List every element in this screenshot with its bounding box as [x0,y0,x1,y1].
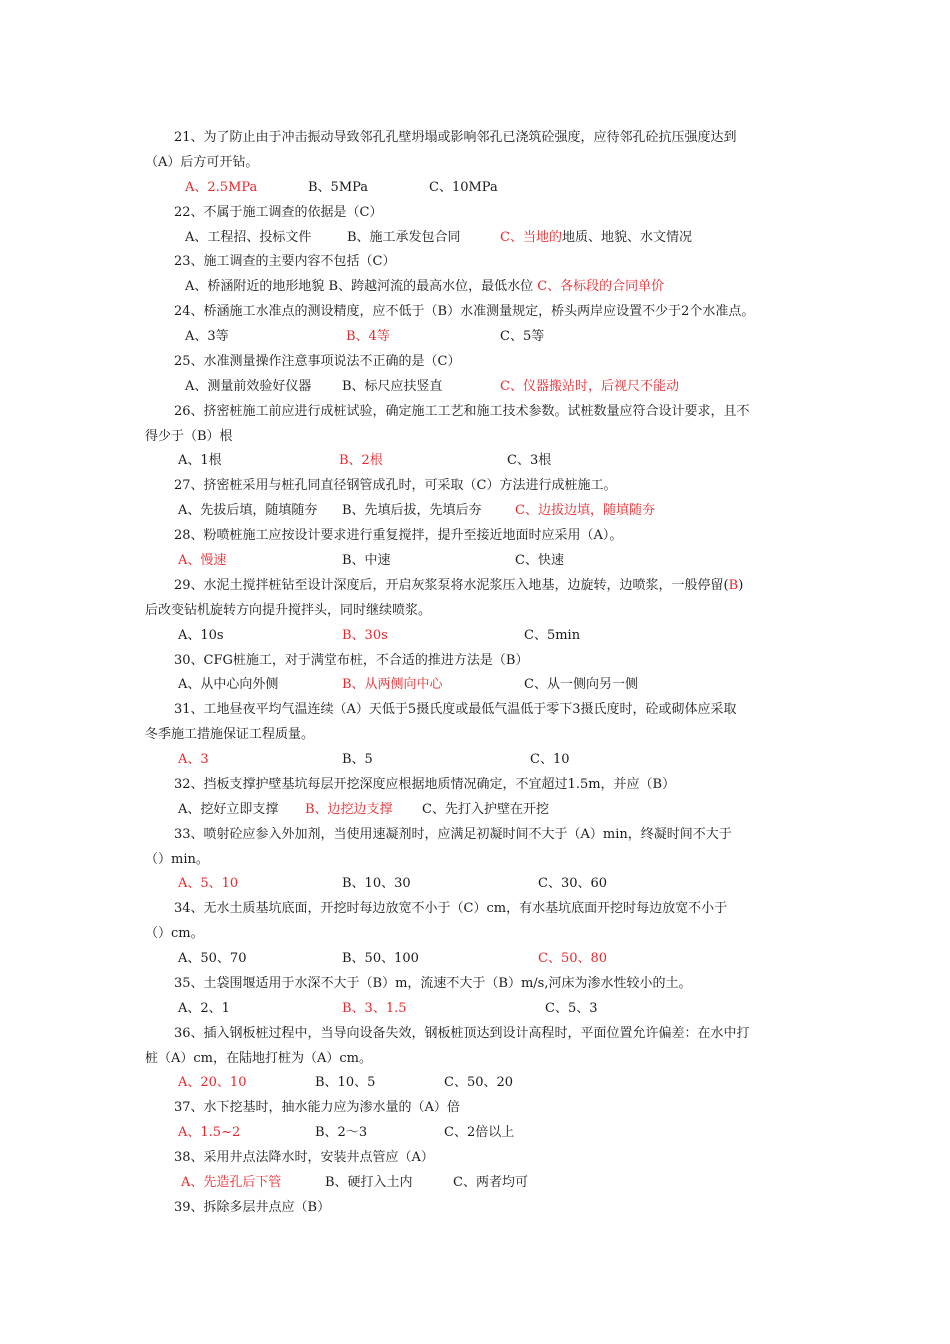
answer-options-row [145,274,810,299]
question-text [145,200,810,225]
answer-option [308,175,368,200]
answer-option [538,871,607,896]
question-text [145,648,810,673]
answer-option [453,1170,528,1195]
answer-option [315,1120,367,1145]
answer-text: C、各标段的合同单价 [537,279,665,295]
question-continuation [145,847,810,872]
question-text [145,896,810,921]
question-text [145,1145,810,1170]
answer-option [530,747,570,772]
answer-option [185,274,664,299]
answer-text: C、仪器搬站时，后视尺不能动 [500,378,679,394]
answer-option [178,996,230,1021]
text-segment: 23、施工调查的主要内容不包括（C） [174,254,396,270]
question-text [145,697,810,722]
text-segment: 26、挤密桩施工前应进行成桩试验，确定施工工艺和施工技术参数。试桩数量应符合设计要求，且不 [174,403,750,419]
answer-text: A、5、10 [178,876,239,892]
question-continuation [145,722,810,747]
question-text [145,473,810,498]
text-segment: C、30、60 [538,876,608,892]
text-segment: 32、挡板支撑护壁基坑每层开挖深度应根据地质情况确定，不宜超过1.5m，并应（B） [174,776,676,792]
text-segment: B、5 [342,752,373,767]
question-text [145,399,810,424]
answer-option [305,797,393,822]
answer-option [342,946,419,971]
answer-option [181,1170,281,1195]
answer-text: B、2根 [339,453,383,469]
text-segment: 冬季施工措施保证工程质量。 [145,727,315,743]
answer-option [507,448,551,473]
text-segment: （）cm。 [145,926,204,942]
text-segment: B、2～3 [315,1125,368,1141]
answer-option [325,1170,413,1195]
answer-option [538,946,607,971]
text-segment: 38、采用井点法降水时，安装井点管应（A） [174,1150,434,1166]
answer-options-row [145,324,810,349]
answer-options-row [145,672,810,697]
text-segment: A、从中心向外侧 [178,677,279,693]
question-text [145,125,810,150]
answer-text: C、当地的 [500,229,562,245]
answer-option [185,374,311,399]
answer-options-row [145,1070,810,1095]
answer-options-row [145,871,810,896]
answer-option [178,747,209,772]
answer-option [342,548,391,573]
answer-options-row [145,548,810,573]
text-segment: B、中速 [342,553,391,568]
text-segment: 34、无水土质基坑底面，开挖时每边放宽不小于（C）cm，有水基坑底面开挖时每边放宽不小于 [174,901,728,917]
text-segment: C、2倍以上 [444,1125,515,1141]
answer-option [178,448,222,473]
text-segment: 得少于（B）根 [145,428,233,444]
text-segment: 22、不属于施工调查的依据是（C） [174,204,383,220]
text-segment: 35、土袋围堰适用于水深不大于（B）m，流速不大于（B）m/s,河床为渗水性较小的土。 [174,975,692,991]
text-segment: A、50、70 [178,951,247,966]
text-segment: C、快速 [515,553,564,568]
answer-options-row [145,623,810,648]
text-segment: C、10MPa [429,179,498,195]
text-segment: 28、粉喷桩施工应按设计要求进行重复搅拌，提升至接近地面时应采用（A）。 [174,528,623,544]
answer-option [429,175,498,200]
answer-text: B、30s [342,627,388,643]
answer-text: A、20、10 [178,1075,247,1091]
text-segment: A、挖好立即支撑 [178,801,279,817]
text-segment: C、从一侧向另一侧 [524,677,638,693]
answer-option [342,672,443,697]
text-segment: C、先打入护壁在开挖 [422,801,549,817]
text-segment: A、3等 [185,329,229,344]
answer-option [347,225,461,250]
text-segment: B、硬打入土内 [325,1175,413,1190]
text-segment: C、两者均可 [453,1175,528,1190]
answer-options-row [145,175,810,200]
text-segment: B、标尺应扶竖直 [342,378,443,394]
answer-option [185,324,229,349]
question-continuation [145,921,810,946]
text-segment: B、跨越河流的最高水位，最低水位 [324,279,538,295]
text-segment: 21、为了防止由于冲击振动导致邻孔孔壁坍塌或影响邻孔已浇筑砼强度，应待邻孔砼抗压强度达到 [174,130,737,145]
text-segment: （）min。 [145,851,209,867]
text-segment: C、10 [530,752,570,767]
answer-options-row [145,374,810,399]
text-segment: A、2、1 [178,1000,230,1016]
answer-options-row [145,448,810,473]
text-segment: C、50、20 [444,1075,514,1091]
answer-text: A、1.5~2 [178,1125,241,1141]
text-segment: B、10、5 [315,1075,376,1091]
text-segment: 30、CFG桩施工，对于满堂布桩，不合适的推进方法是（B） [174,652,529,668]
answer-option [342,623,388,648]
answer-option [500,324,544,349]
question-continuation [145,150,810,175]
text-segment: （A）后方可开钻。 [145,154,259,170]
answer-option [178,623,224,648]
question-text [145,1195,810,1220]
answer-option [178,946,246,971]
answer-option [185,175,257,200]
answer-option [178,498,317,523]
question-continuation [145,424,810,449]
text-segment: 24、桥涵施工水准点的测设精度，应不低于（B）水准测量规定，桥头两岸应设置不少于2个水准点。 [174,304,755,320]
text-segment: 39、拆除多层井点应（B） [174,1199,331,1215]
answer-text: A、2.5MPa [185,179,258,195]
answer-option [178,1120,240,1145]
answer-text: A、3 [178,752,209,767]
question-text [145,299,810,324]
answer-text: C、50、80 [538,951,608,966]
text-segment: C、3根 [507,453,552,469]
answer-text: B [728,577,739,593]
answer-options-row [145,1120,810,1145]
answer-option [515,548,564,573]
text-segment: 桩（A）cm，在陆地打桩为（A）cm。 [145,1050,372,1066]
question-text [145,349,810,374]
question-continuation [145,598,810,623]
answer-option [178,1070,246,1095]
answer-options-row [145,1170,810,1195]
answer-text: B、3、1.5 [342,1000,407,1016]
text-segment: C、5、3 [545,1000,598,1016]
answer-option [342,498,482,523]
answer-option [545,996,598,1021]
text-segment: 29、水泥土搅拌桩钻至设计深度后，开启灰浆泵将水泥浆压入地基，边旋转，边喷浆，一般停留( [174,577,729,593]
answer-options-row [145,747,810,772]
answer-text: B、边挖边支撑 [305,801,393,817]
answer-option [444,1070,513,1095]
text-segment: 后改变钻机旋转方向提升搅拌头，同时继续喷浆。 [145,602,432,618]
answer-option [346,324,390,349]
text-segment: 地质、地貌、水文情况 [561,229,692,245]
answer-text: C、边拔边填，随填随夯 [515,503,655,519]
answer-options-row [145,996,810,1021]
answer-option [500,374,679,399]
text-segment: B、50、100 [342,951,419,966]
text-segment: C、5等 [500,329,545,344]
text-segment: A、1根 [178,453,222,469]
text-segment: C、5min [524,627,581,643]
question-text [145,523,810,548]
answer-option [500,225,692,250]
answer-text: A、慢速 [178,553,227,568]
answer-option [524,672,638,697]
text-segment: 37、水下挖基时，抽水能力应为渗水量的（A）倍 [174,1100,460,1116]
question-continuation [145,1046,810,1071]
text-segment: A、10s [178,627,224,643]
question-text [145,971,810,996]
answer-option [339,448,383,473]
text-segment: A、桥涵附近的地形地貌 [185,279,325,295]
question-text [145,1021,810,1046]
text-segment: B、先填后拔，先填后夯 [342,503,482,519]
text-segment: 25、水准测量操作注意事项说法不正确的是（C） [174,353,461,369]
answer-options-row [145,225,810,250]
answer-options-row [145,946,810,971]
text-segment: 31、工地昼夜平均气温连续（A）天低于5摄氏度或最低气温低于零下3摄氏度时，砼或砌体应采取 [174,702,737,718]
answer-options-row [145,498,810,523]
question-text [145,822,810,847]
text-segment: 33、喷射砼应参入外加剂，当使用速凝剂时，应满足初凝时间不大于（A）min，终凝时间不大于 [174,826,732,842]
answer-option [178,672,278,697]
question-text [145,772,810,797]
answer-option [178,797,278,822]
text-segment: A、工程招、投标文件 [185,229,312,245]
answer-option [185,225,311,250]
answer-text: A、先造孔后下管 [181,1175,282,1190]
answer-option [342,374,443,399]
text-segment: ) [738,577,744,593]
answer-option [178,548,226,573]
answer-text: B、4等 [346,329,390,344]
answer-option [515,498,655,523]
text-segment: B、10、30 [342,876,411,892]
text-segment: B、5MPa [308,179,369,195]
text-segment: A、测量前效验好仪器 [185,378,312,394]
question-text [145,573,810,598]
question-text [145,1095,810,1120]
answer-option [342,871,411,896]
text-segment: 36、插入钢板桩过程中，当导向设备失效，钢板桩顶达到设计高程时，平面位置允许偏差：在水中打 [174,1025,750,1041]
answer-option [524,623,580,648]
text-segment: B、施工承发包合同 [347,229,461,245]
answer-text: B、从两侧向中心 [342,677,443,693]
answer-option [178,871,238,896]
answer-option [422,797,549,822]
text-segment: A、先拔后填，随填随夯 [178,503,318,519]
question-text [145,249,810,274]
answer-options-row [145,797,810,822]
answer-option [315,1070,375,1095]
answer-option [342,747,373,772]
text-segment: 27、挤密桩采用与桩孔同直径钢管成孔时，可采取（C）方法进行成桩施工。 [174,478,617,494]
answer-option [342,996,407,1021]
answer-option [444,1120,514,1145]
